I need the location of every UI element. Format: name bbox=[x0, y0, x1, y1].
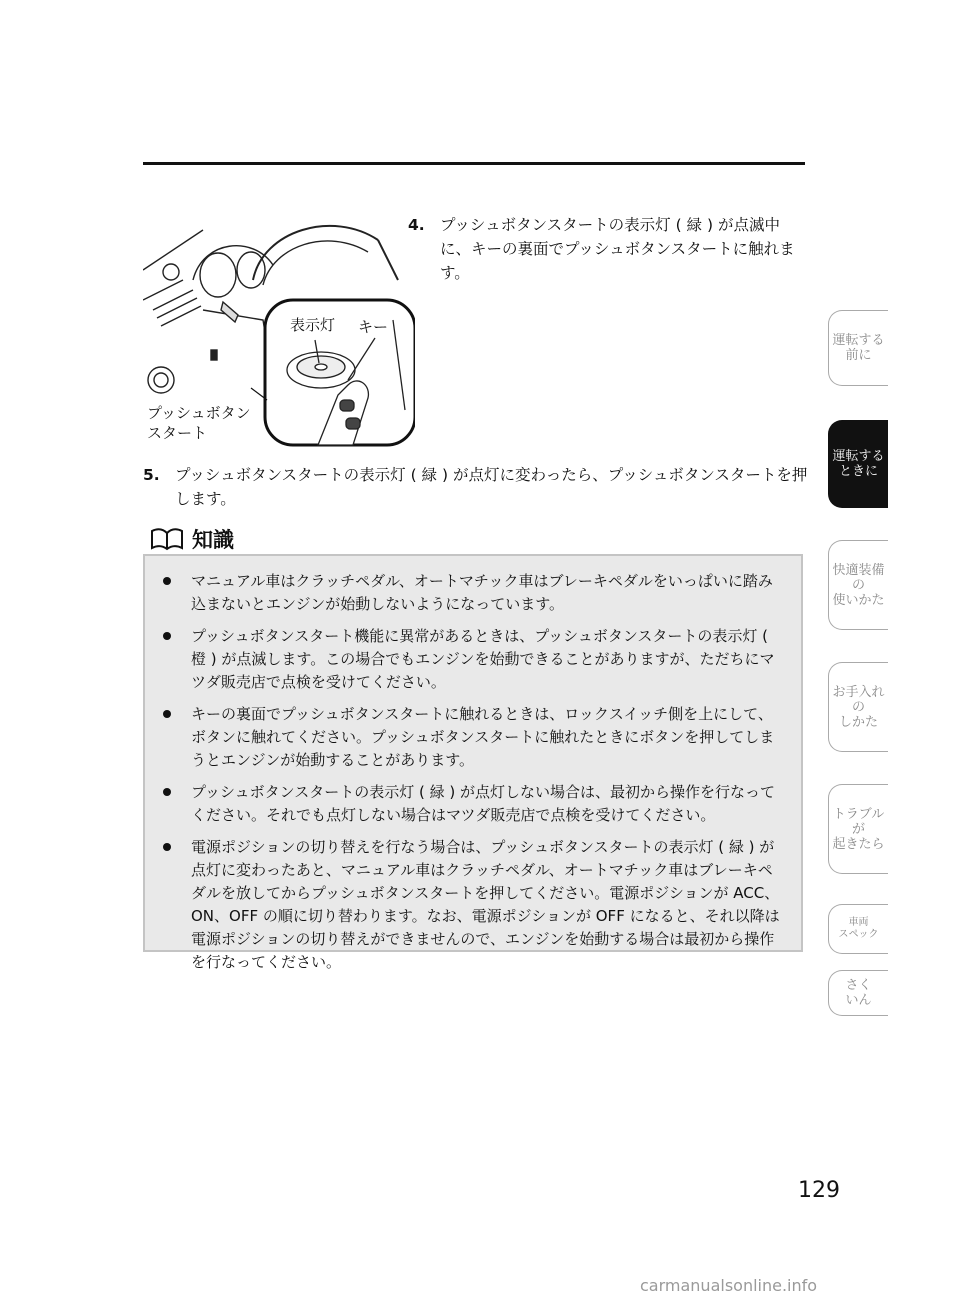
tab-vehicle-specs[interactable] bbox=[828, 904, 888, 954]
tab-label-line1: トラブルが bbox=[832, 806, 885, 837]
knowledge-title: 知識 bbox=[192, 528, 234, 552]
tab-while-driving[interactable] bbox=[828, 420, 888, 508]
tab-label-line1: 運転する bbox=[832, 449, 885, 464]
tab-index[interactable] bbox=[828, 970, 888, 1016]
watermark: carmanualsonline.info bbox=[640, 1276, 818, 1295]
label-indicator: 表示灯 bbox=[290, 316, 336, 334]
tab-label-line1: さく bbox=[845, 978, 872, 993]
tab-label-line2: スペック bbox=[838, 929, 879, 940]
tab-label-line2: 起きたら bbox=[832, 836, 885, 852]
tab-label-line1: 車両 bbox=[848, 917, 869, 928]
label-key: キー bbox=[358, 318, 389, 336]
list-item: マニュアル車はクラッチペダル、オートマチック車はブレーキペダルをいっぱいに踏み込まないとエンジンが始動しないようになっています。 bbox=[191, 570, 783, 616]
tab-comfort-features[interactable] bbox=[828, 540, 888, 630]
tab-label-line2: しかた bbox=[838, 714, 878, 730]
list-item: キーの裏面でプッシュボタンスタートに触れるときは、ロックスイッチ側を上にして、ボタンに触れてください。プッシュボタンスタートに触れたときにボタンを押してしまうとエンジンが始動することがあります。 bbox=[191, 703, 783, 772]
tab-label-line1: お手入れの bbox=[832, 684, 885, 715]
list-item: プッシュボタンスタート機能に異常があるときは、プッシュボタンスタートの表示灯 ( 橙 ) が点滅します。この場合でもエンジンを始動できることがありますが、ただちにマツダ販売店で点検を受けてください。 bbox=[191, 625, 783, 694]
step-number: 4. bbox=[408, 216, 425, 234]
list-item: プッシュボタンスタートの表示灯 ( 緑 ) が点灯しない場合は、最初から操作を行なってください。それでも点灯しない場合はマツダ販売店で点検を受けてください。 bbox=[191, 781, 783, 827]
tab-label-line2: いん bbox=[845, 993, 872, 1008]
tab-maintenance[interactable] bbox=[828, 662, 888, 752]
page-number: 129 bbox=[798, 1178, 840, 1203]
label-button-line1: プッシュボタン bbox=[147, 404, 251, 422]
tab-label-line2: 使いかた bbox=[832, 592, 885, 608]
header-rule bbox=[143, 162, 805, 165]
step-4 bbox=[408, 213, 808, 285]
tab-before-driving[interactable] bbox=[828, 310, 888, 386]
step-text: プッシュボタンスタートの表示灯 ( 緑 ) が点灯に変わったら、プッシュボタンスタートを押します。 bbox=[175, 466, 808, 508]
label-button-line2: スタート bbox=[147, 424, 208, 442]
knowledge-list bbox=[145, 556, 801, 974]
tab-label-line1: 運転する bbox=[832, 333, 885, 348]
knowledge-heading bbox=[150, 524, 234, 554]
tab-troubleshooting[interactable] bbox=[828, 784, 888, 874]
list-item: 電源ポジションの切り替えを行なう場合は、プッシュボタンスタートの表示灯 ( 緑 ) が点灯に変わったあと、マニュアル車はクラッチペダル、オートマチック車はブレーキペダルを放してからプッシュボタンスタートを押してください。電源ポジションが ACC、ON、OFF の順に切り替わります。なお、電源ポジションが OFF になると、それ以降は電源ポジションの切り替えができませんので、エンジンを始動する場合は最初から操作を行なってください。 bbox=[191, 836, 783, 974]
step-number: 5. bbox=[143, 466, 160, 484]
step-text: プッシュボタンスタートの表示灯 ( 緑 ) が点滅中に、キーの裏面でプッシュボタンスタートに触れます。 bbox=[440, 216, 795, 282]
open-book-icon bbox=[150, 527, 184, 551]
tab-label-line1: 快適装備の bbox=[832, 562, 885, 593]
tab-label-line2: ときに bbox=[838, 464, 878, 479]
knowledge-box bbox=[143, 554, 803, 971]
step-5 bbox=[143, 463, 808, 511]
tab-label-line2: 前に bbox=[845, 348, 872, 363]
push-button-start-illustration bbox=[143, 210, 415, 450]
